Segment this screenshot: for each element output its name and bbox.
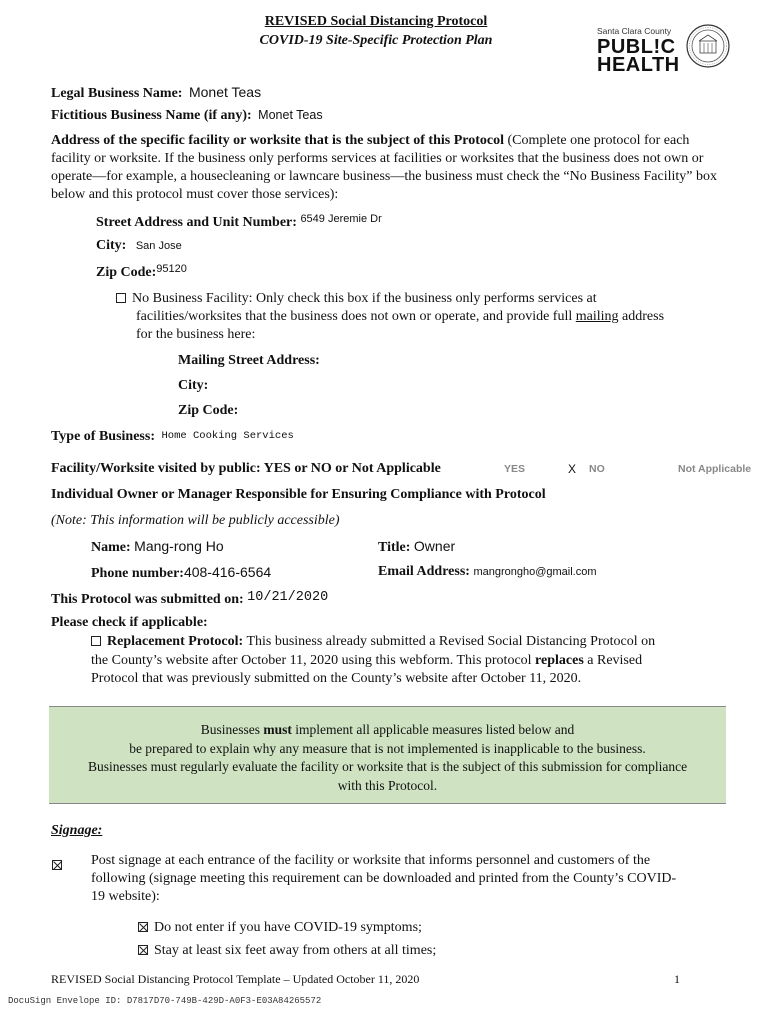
signage-line2: following (signage meeting this requirement can be downloaded and printed from the County’s COVID- bbox=[91, 871, 677, 886]
city-row bbox=[96, 238, 182, 254]
compliance-notice-box bbox=[49, 706, 726, 804]
legal-business-name-row bbox=[51, 84, 261, 102]
owner-phone-label: Phone number: bbox=[91, 566, 184, 581]
type-of-business-value[interactable]: Home Cooking Services bbox=[161, 430, 294, 442]
owner-email-value[interactable]: mangrongho@gmail.com bbox=[473, 566, 597, 578]
legal-business-name-value[interactable]: Monet Teas bbox=[188, 84, 262, 100]
mailing-city-label: City: bbox=[178, 378, 209, 393]
street-address-row bbox=[96, 213, 382, 231]
zip-code-row bbox=[96, 263, 187, 281]
no-business-facility-line2: facilities/worksites that the business does not own or operate, and provide full mailing address bbox=[136, 309, 665, 324]
signage-sub-item-distance: Stay at least six feet away from others at all times; bbox=[138, 943, 436, 959]
owner-phone-value[interactable]: 408-416-6564 bbox=[183, 564, 272, 580]
public-health-logo bbox=[597, 26, 680, 74]
owner-name-label: Name: bbox=[91, 540, 131, 555]
mailing-street-label: Mailing Street Address: bbox=[178, 353, 320, 368]
county-seal-icon bbox=[686, 24, 730, 68]
replacement-protocol-label: Replacement Protocol: bbox=[107, 634, 244, 649]
logo-county: Santa Clara County bbox=[597, 26, 672, 36]
visited-selection-mark: X bbox=[568, 462, 577, 476]
no-business-facility-line1: No Business Facility: Only check this box if the business only performs services at bbox=[116, 291, 597, 307]
mailing-zip-label: Zip Code: bbox=[178, 403, 239, 418]
replacement-line1: Replacement Protocol: This business already submitted a Revised Social Distancing Protocol on bbox=[91, 634, 655, 650]
notice-line4: with this Protocol. bbox=[337, 777, 438, 793]
submitted-on-row bbox=[51, 590, 328, 608]
street-address-value[interactable]: 6549 Jeremie Dr bbox=[300, 213, 382, 225]
page-number: 1 bbox=[674, 972, 680, 986]
signage-line3: 19 website): bbox=[91, 889, 160, 904]
visited-no-option[interactable]: NO bbox=[589, 463, 605, 475]
symptoms-checkbox[interactable] bbox=[138, 922, 148, 932]
signage-checkbox[interactable] bbox=[52, 860, 62, 870]
document-title: REVISED Social Distancing Protocol bbox=[264, 14, 488, 29]
owner-email-label: Email Address: bbox=[378, 564, 470, 579]
owner-title-row bbox=[378, 538, 455, 556]
footer-template-note: REVISED Social Distancing Protocol Template – Updated October 11, 2020 bbox=[51, 972, 420, 986]
notice-line2: be prepared to explain why any measure that is not implemented is inapplicable to the business. bbox=[129, 740, 646, 756]
no-business-facility-checkbox[interactable] bbox=[116, 293, 126, 303]
owner-email-row bbox=[378, 564, 597, 580]
zip-code-value[interactable]: 95120 bbox=[156, 263, 187, 275]
fictitious-business-name-value[interactable]: Monet Teas bbox=[258, 108, 323, 122]
submitted-on-label: This Protocol was submitted on: bbox=[51, 592, 244, 607]
address-heading: Address of the specific facility or worksite that is the subject of this Protocol bbox=[51, 133, 504, 148]
fictitious-business-name-label: Fictitious Business Name (if any): bbox=[51, 108, 252, 123]
fictitious-business-name-row bbox=[51, 108, 323, 124]
mailing-underlined: mailing bbox=[575, 309, 619, 324]
owner-phone-row bbox=[91, 564, 271, 582]
street-address-label: Street Address and Unit Number: bbox=[96, 215, 297, 230]
owner-note: (Note: This information will be publicly accessible) bbox=[51, 513, 340, 528]
logo-public: PUBL!C bbox=[597, 36, 676, 58]
notice-line1: Businesses must implement all applicable measures listed below and bbox=[200, 722, 575, 737]
city-label: City: bbox=[96, 238, 127, 253]
zip-code-label: Zip Code: bbox=[96, 265, 157, 280]
owner-name-value[interactable]: Mang-rong Ho bbox=[134, 538, 224, 554]
owner-heading: Individual Owner or Manager Responsible for Ensuring Compliance with Protocol bbox=[51, 487, 546, 502]
address-instructions bbox=[51, 132, 723, 204]
distance-checkbox[interactable] bbox=[138, 945, 148, 955]
city-value[interactable]: San Jose bbox=[135, 240, 182, 252]
address-instructions-text: (Complete one protocol for each facility or worksite. If the business only performs services at facilities or worksites that the business does not own or operate—for example, a housecleaning or lawncare business—the business must check the “No Business Facility” box below and this protocol must cover those services): bbox=[51, 133, 717, 202]
owner-name-row bbox=[91, 538, 224, 556]
replacement-protocol-checkbox[interactable] bbox=[91, 636, 101, 646]
please-check-label: Please check if applicable: bbox=[51, 615, 208, 630]
submitted-on-value[interactable]: 10/21/2020 bbox=[247, 590, 329, 605]
type-of-business-label: Type of Business: bbox=[51, 429, 155, 444]
signage-heading: Signage: bbox=[51, 823, 103, 838]
owner-title-value[interactable]: Owner bbox=[413, 538, 456, 554]
no-business-facility-line3: for the business here: bbox=[136, 327, 256, 342]
replacement-line2: the County’s website after October 11, 2020 using this webform. This protocol replaces a Revised bbox=[91, 653, 643, 668]
signage-line1: Post signage at each entrance of the facility or worksite that informs personnel and customers of the bbox=[91, 853, 651, 868]
legal-business-name-label: Legal Business Name: bbox=[51, 86, 183, 101]
visited-not-applicable-option[interactable]: Not Applicable bbox=[678, 463, 752, 475]
notice-line3: Businesses must regularly evaluate the facility or worksite that is the subject of this submission for compliance bbox=[87, 759, 688, 774]
owner-title-label: Title: bbox=[378, 540, 411, 555]
signage-sub-item-symptoms: Do not enter if you have COVID-19 symptoms; bbox=[138, 920, 422, 936]
visited-yes-option[interactable]: YES bbox=[504, 463, 526, 475]
docusign-envelope-id: DocuSign Envelope ID: D7817D70-749B-429D-A0F3-E03A84265572 bbox=[8, 996, 322, 1006]
type-of-business-row bbox=[51, 429, 294, 445]
logo-health: HEALTH bbox=[597, 54, 680, 76]
document-subtitle: COVID-19 Site-Specific Protection Plan bbox=[259, 33, 493, 48]
replacement-line3: Protocol that was previously submitted on the County’s website after October 11, 2020. bbox=[91, 671, 582, 686]
visited-by-public-label: Facility/Worksite visited by public: YES or NO or Not Applicable bbox=[51, 461, 441, 476]
